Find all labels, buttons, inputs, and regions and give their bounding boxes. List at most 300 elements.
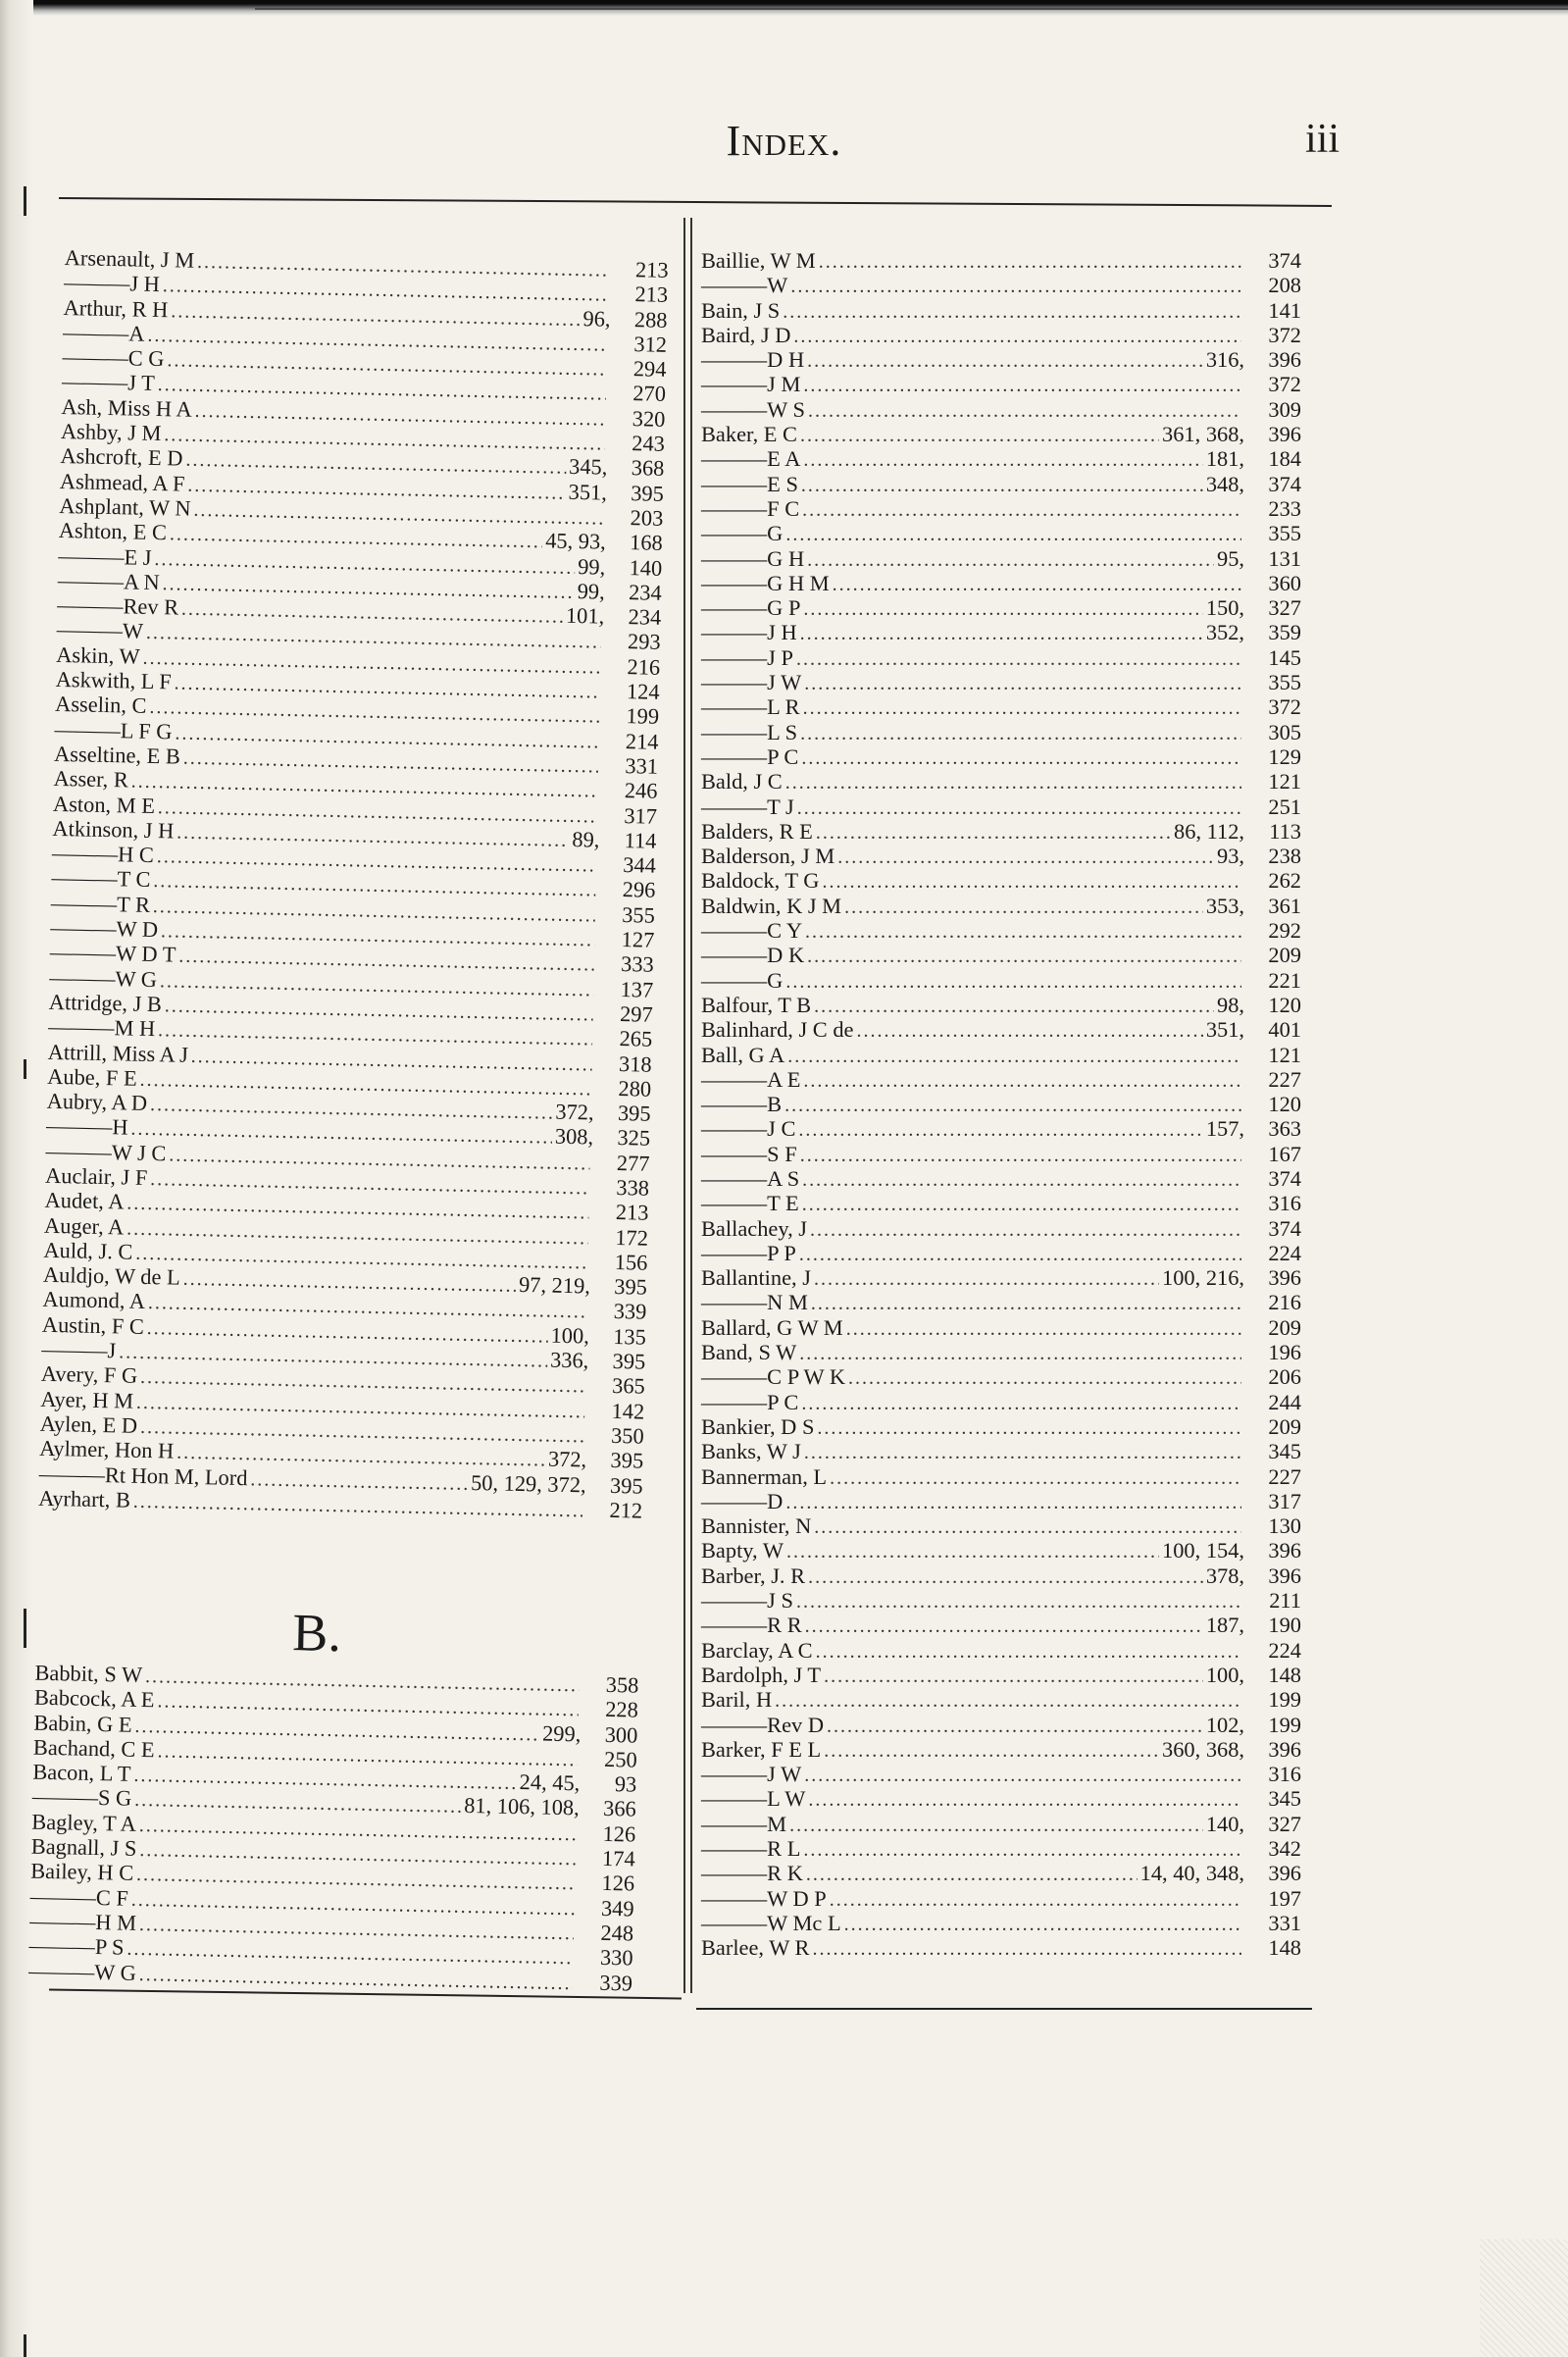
entry-page: 212 bbox=[609, 1497, 643, 1523]
entry-refs: 361, 368, bbox=[1162, 422, 1244, 447]
left-column bbox=[27, 245, 669, 1996]
dot-leader bbox=[803, 597, 1202, 622]
index-entry bbox=[701, 273, 1301, 297]
index-entry bbox=[701, 1414, 1301, 1439]
index-entry bbox=[701, 1713, 1301, 1737]
entry-name: ———R L bbox=[701, 1836, 801, 1861]
entry-name: Aylmer, Hon H bbox=[39, 1435, 175, 1463]
entry-page: 140 bbox=[629, 554, 663, 581]
entry-name: Aylen, E D bbox=[39, 1410, 138, 1438]
entry-page: 309 bbox=[1268, 396, 1301, 422]
entry-page: 148 bbox=[1268, 1662, 1301, 1687]
entry-refs: 351, bbox=[1205, 1017, 1244, 1043]
dot-leader bbox=[808, 1788, 1241, 1813]
entry-name: ———L R bbox=[701, 694, 800, 720]
entry-name: ———B bbox=[701, 1092, 783, 1117]
dot-leader bbox=[807, 349, 1203, 374]
dot-leader bbox=[837, 845, 1214, 870]
entry-page: 292 bbox=[1268, 918, 1301, 944]
entry-name: ———J bbox=[41, 1336, 117, 1363]
index-entry bbox=[701, 844, 1301, 868]
dot-leader bbox=[806, 1863, 1138, 1887]
entry-page: 206 bbox=[1268, 1364, 1301, 1390]
entry-page: 288 bbox=[633, 306, 668, 333]
entry-name: ———M bbox=[701, 1811, 787, 1836]
entry-page: 127 bbox=[621, 927, 655, 952]
page-top-rule bbox=[255, 8, 1568, 10]
entry-page: 172 bbox=[615, 1224, 649, 1251]
entry-refs: 378, bbox=[1205, 1563, 1244, 1588]
index-entry bbox=[701, 620, 1301, 644]
entry-refs: 100, 216, bbox=[1162, 1265, 1244, 1291]
entry-name: Ayer, H M bbox=[40, 1386, 134, 1413]
entry-page: 113 bbox=[1269, 818, 1301, 844]
entry-name: Bagnall, J S bbox=[30, 1833, 137, 1861]
entry-name: Babcock, A E bbox=[33, 1684, 155, 1713]
entry-page: 234 bbox=[628, 604, 662, 630]
entry-page: 355 bbox=[1268, 521, 1301, 546]
entry-name: ———W D bbox=[50, 914, 159, 943]
entry-page: 395 bbox=[609, 1472, 643, 1499]
dot-leader bbox=[786, 1540, 1159, 1564]
dot-leader bbox=[807, 548, 1214, 573]
dot-leader bbox=[796, 647, 1241, 672]
entry-page: 214 bbox=[625, 728, 659, 754]
entry-name: ———R K bbox=[701, 1861, 803, 1886]
entry-refs: 45, 93, bbox=[544, 528, 607, 554]
index-entry bbox=[701, 323, 1301, 347]
dot-leader bbox=[844, 1913, 1241, 1937]
entry-page: 248 bbox=[600, 1920, 634, 1946]
index-entry bbox=[701, 1116, 1301, 1141]
dot-leader bbox=[796, 1590, 1241, 1614]
index-entry bbox=[701, 1786, 1301, 1811]
entry-page: 250 bbox=[603, 1746, 638, 1772]
entry-refs: 336, bbox=[549, 1347, 589, 1373]
entry-name: ———H M bbox=[28, 1908, 137, 1935]
entry-name: Arthur, R H bbox=[63, 294, 169, 322]
dot-leader bbox=[807, 945, 1241, 969]
dot-leader bbox=[802, 1168, 1241, 1193]
index-entry bbox=[701, 1563, 1301, 1588]
entry-page: 355 bbox=[1268, 670, 1301, 695]
entry-page: 395 bbox=[630, 480, 665, 506]
dot-leader bbox=[827, 1715, 1203, 1739]
entry-name: Bannerman, L bbox=[701, 1463, 828, 1489]
dot-leader bbox=[805, 920, 1241, 945]
entry-refs: 24, 45, bbox=[519, 1769, 581, 1796]
index-list-right bbox=[701, 248, 1301, 1960]
entry-name: Austin, F C bbox=[41, 1311, 145, 1339]
entry-name: ———F C bbox=[701, 495, 800, 521]
entry-name: Baird, J D bbox=[701, 322, 791, 347]
entry-name: ———G bbox=[701, 521, 784, 546]
entry-name: ———H bbox=[45, 1113, 128, 1140]
entry-refs: 187, bbox=[1205, 1613, 1244, 1638]
entry-name: Aubry, A D bbox=[46, 1088, 148, 1116]
section-letter: B. bbox=[291, 1603, 342, 1664]
index-entry bbox=[701, 397, 1301, 422]
entry-name: Auld, J. C bbox=[43, 1237, 133, 1264]
entry-page: 396 bbox=[1268, 1861, 1301, 1886]
entry-name: Bald, J C bbox=[701, 769, 783, 794]
index-entry bbox=[701, 1613, 1301, 1637]
entry-name: Auger, A bbox=[43, 1212, 125, 1240]
entry-page: 330 bbox=[599, 1945, 633, 1971]
dot-leader bbox=[805, 1614, 1203, 1639]
entry-name: ———J H bbox=[701, 620, 797, 645]
entry-name: ———E S bbox=[701, 471, 798, 496]
entry-page: 396 bbox=[1268, 347, 1301, 373]
entry-refs: 99, bbox=[578, 553, 606, 580]
entry-name: Ashby, J M bbox=[60, 419, 162, 446]
dot-leader bbox=[797, 796, 1241, 821]
entry-name: ———W J C bbox=[45, 1138, 167, 1166]
index-entry bbox=[701, 1017, 1301, 1042]
entry-page: 280 bbox=[618, 1075, 652, 1102]
entry-refs: 351, bbox=[568, 479, 608, 505]
entry-page: 262 bbox=[1268, 868, 1301, 894]
index-entry bbox=[701, 968, 1301, 993]
entry-page: 312 bbox=[633, 332, 668, 357]
entry-page: 396 bbox=[1268, 1563, 1301, 1588]
entry-refs: 98, bbox=[1217, 992, 1244, 1017]
entry-refs: 352, bbox=[1205, 620, 1244, 645]
entry-name: Balders, R E bbox=[701, 818, 813, 844]
entry-page: 360 bbox=[1268, 570, 1301, 595]
entry-refs: 93, bbox=[1217, 844, 1244, 869]
dot-leader bbox=[814, 995, 1214, 1019]
entry-refs: 150, bbox=[1205, 595, 1244, 621]
entry-page: 344 bbox=[623, 852, 657, 878]
entry-refs: 96, bbox=[582, 305, 611, 332]
index-entry bbox=[701, 1464, 1301, 1489]
index-entry bbox=[701, 595, 1301, 620]
entry-page: 238 bbox=[1268, 844, 1301, 869]
entry-page: 121 bbox=[1268, 1042, 1301, 1067]
entry-page: 114 bbox=[624, 827, 657, 853]
entry-page: 305 bbox=[1268, 719, 1301, 744]
dot-leader bbox=[803, 1838, 1241, 1863]
entry-page: 333 bbox=[620, 951, 655, 978]
dot-leader bbox=[817, 1416, 1241, 1441]
dot-leader bbox=[802, 498, 1241, 523]
entry-page: 203 bbox=[630, 505, 664, 531]
entry-page: 294 bbox=[632, 356, 667, 383]
entry-refs: 348, bbox=[1205, 471, 1244, 496]
entry-refs: 97, 219, bbox=[518, 1272, 591, 1299]
index-entry bbox=[701, 744, 1301, 769]
entry-page: 208 bbox=[1268, 273, 1301, 298]
entry-name: Bankier, D S bbox=[701, 1413, 815, 1439]
dot-leader bbox=[848, 1366, 1241, 1391]
index-entry bbox=[701, 694, 1301, 719]
entry-name: ———T R bbox=[50, 890, 151, 917]
entry-name: ———L F G bbox=[54, 716, 173, 744]
entry-page: 211 bbox=[1269, 1588, 1301, 1614]
entry-page: 395 bbox=[610, 1448, 644, 1473]
entry-page: 199 bbox=[1268, 1712, 1301, 1737]
entry-name: ———L S bbox=[701, 719, 798, 744]
entry-name: Asser, R bbox=[53, 766, 129, 793]
entry-page: 120 bbox=[1268, 1092, 1301, 1117]
dot-leader bbox=[830, 1888, 1241, 1913]
entry-name: Bain, J S bbox=[701, 297, 781, 323]
entry-page: 156 bbox=[614, 1249, 648, 1275]
entry-page: 355 bbox=[621, 901, 656, 928]
entry-page: 243 bbox=[632, 431, 666, 456]
dot-leader bbox=[801, 474, 1203, 498]
binding-mark bbox=[24, 186, 26, 216]
index-entry bbox=[701, 1364, 1301, 1389]
entry-page: 317 bbox=[1268, 1488, 1301, 1513]
entry-page: 345 bbox=[1268, 1786, 1301, 1812]
entry-page: 246 bbox=[624, 778, 658, 804]
entry-page: 221 bbox=[1268, 967, 1301, 993]
index-entry bbox=[701, 1638, 1301, 1663]
index-entry bbox=[701, 1067, 1301, 1092]
entry-name: ———C F bbox=[29, 1883, 129, 1911]
entry-name: Ashplant, W N bbox=[59, 492, 191, 521]
index-entry bbox=[701, 1935, 1301, 1960]
entry-name: ———C Y bbox=[701, 918, 803, 944]
dot-leader bbox=[784, 1094, 1241, 1118]
entry-name: Balderson, J M bbox=[701, 844, 835, 869]
entry-page: 372 bbox=[1268, 694, 1301, 720]
entry-refs: 181, bbox=[1205, 446, 1244, 472]
entry-refs: 95, bbox=[1217, 545, 1244, 571]
dot-leader bbox=[824, 1665, 1203, 1689]
entry-page: 325 bbox=[617, 1125, 651, 1152]
dot-leader bbox=[814, 1267, 1159, 1292]
index-entry bbox=[701, 496, 1301, 521]
index-entry bbox=[701, 1836, 1301, 1861]
entry-name: ———W S bbox=[701, 396, 805, 422]
entry-page: 345 bbox=[1268, 1439, 1301, 1464]
entry-name: Ballard, G W M bbox=[701, 1314, 843, 1340]
entry-page: 361 bbox=[1268, 893, 1301, 918]
entry-name: Aube, F E bbox=[46, 1063, 137, 1091]
entry-refs: 316, bbox=[1205, 347, 1244, 373]
entry-name: ———C P W K bbox=[701, 1364, 846, 1390]
dot-leader bbox=[800, 622, 1203, 646]
dot-leader bbox=[789, 1814, 1203, 1838]
entry-name: ———J P bbox=[701, 644, 793, 670]
entry-page: 227 bbox=[1268, 1066, 1301, 1092]
entry-name: ———A bbox=[62, 319, 145, 346]
entry-refs: 100, bbox=[1205, 1662, 1244, 1687]
binding-mark bbox=[24, 1609, 26, 1648]
entry-page: 396 bbox=[1268, 1265, 1301, 1291]
entry-refs: 100, bbox=[550, 1322, 590, 1349]
entry-name: Aston, M E bbox=[52, 791, 156, 818]
entry-name: ———T C bbox=[51, 865, 151, 893]
dot-leader bbox=[133, 1490, 583, 1524]
entry-page: 167 bbox=[1268, 1141, 1301, 1166]
entry-name: Ballantine, J bbox=[701, 1265, 811, 1291]
entry-name: Band, S W bbox=[701, 1340, 797, 1365]
entry-name: Bailey, H C bbox=[30, 1859, 134, 1886]
entry-name: ———P C bbox=[701, 743, 799, 769]
index-entry bbox=[701, 1439, 1301, 1463]
entry-page: 224 bbox=[1268, 1240, 1301, 1265]
entry-page: 120 bbox=[1268, 992, 1301, 1017]
index-entry bbox=[701, 1513, 1301, 1538]
entry-page: 374 bbox=[1268, 248, 1301, 273]
index-entry bbox=[701, 1886, 1301, 1911]
column-divider bbox=[683, 218, 685, 1993]
entry-name: ———H C bbox=[51, 840, 155, 868]
entry-name: ———J M bbox=[701, 372, 801, 397]
entry-name: ———G bbox=[701, 967, 784, 993]
entry-name: ———J W bbox=[701, 670, 802, 695]
entry-name: Barlee, W R bbox=[701, 1935, 810, 1961]
entry-name: Arsenault, J M bbox=[64, 245, 195, 273]
entry-refs: 99, bbox=[577, 578, 605, 604]
index-entry bbox=[701, 248, 1301, 273]
entry-name: ———W D P bbox=[701, 1885, 827, 1911]
entry-page: 131 bbox=[1268, 545, 1301, 571]
index-entry bbox=[701, 521, 1301, 545]
entry-name: Baldock, T G bbox=[701, 868, 820, 894]
entry-page: 395 bbox=[617, 1101, 651, 1126]
entry-page: 359 bbox=[1268, 620, 1301, 645]
entry-name: Asseltine, E B bbox=[53, 741, 181, 769]
index-entry bbox=[701, 918, 1301, 943]
index-entry bbox=[701, 1191, 1301, 1215]
dot-leader bbox=[785, 970, 1241, 995]
entry-name: ———W Mc L bbox=[701, 1910, 841, 1935]
entry-page: 372 bbox=[1268, 372, 1301, 397]
entry-page: 234 bbox=[628, 579, 662, 605]
dot-leader bbox=[819, 250, 1241, 275]
index-entry bbox=[701, 1142, 1301, 1166]
index-entry bbox=[701, 422, 1301, 446]
entry-page: 233 bbox=[1268, 495, 1301, 521]
entry-page: 121 bbox=[1268, 769, 1301, 794]
entry-page: 213 bbox=[615, 1200, 649, 1225]
index-entry bbox=[701, 571, 1301, 595]
entry-page: 297 bbox=[619, 1000, 653, 1027]
dot-leader bbox=[802, 1193, 1241, 1217]
entry-page: 339 bbox=[599, 1970, 633, 1996]
dot-leader bbox=[804, 1764, 1241, 1788]
entry-page: 277 bbox=[616, 1150, 650, 1176]
entry-refs: 50, 129, 372, bbox=[470, 1469, 586, 1497]
entry-name: ———M H bbox=[48, 1014, 156, 1042]
entry-page: 396 bbox=[1268, 1736, 1301, 1762]
dot-leader bbox=[844, 896, 1203, 920]
entry-name: Ash, Miss H A bbox=[61, 393, 192, 422]
index-entry bbox=[701, 769, 1301, 794]
entry-page: 374 bbox=[1268, 1165, 1301, 1191]
index-entry bbox=[701, 670, 1301, 694]
dot-leader bbox=[793, 325, 1241, 349]
entry-page: 168 bbox=[629, 530, 664, 556]
index-entry bbox=[701, 347, 1301, 372]
entry-page: 199 bbox=[626, 703, 660, 730]
entry-name: ———W G bbox=[27, 1958, 137, 1985]
entry-refs: 101, bbox=[565, 602, 605, 629]
index-entry bbox=[701, 372, 1301, 396]
entry-page: 126 bbox=[602, 1820, 636, 1847]
dot-leader bbox=[775, 1689, 1241, 1714]
entry-page: 331 bbox=[625, 753, 659, 779]
dot-leader bbox=[810, 1218, 1241, 1243]
entry-name: ———N M bbox=[701, 1290, 808, 1315]
entry-page: 135 bbox=[612, 1323, 647, 1350]
entry-name: Askwith, L F bbox=[55, 666, 172, 694]
entry-name: Bapty, W bbox=[701, 1538, 784, 1563]
entry-name: Barber, J. R bbox=[701, 1563, 806, 1588]
entry-refs: 353, bbox=[1205, 893, 1244, 918]
entry-page: 209 bbox=[1268, 943, 1301, 968]
entry-name: Ashton, E C bbox=[58, 518, 168, 545]
entry-name: ———W bbox=[701, 273, 788, 298]
entry-page: 349 bbox=[600, 1895, 634, 1921]
entry-name: ———P S bbox=[28, 1932, 125, 1960]
index-entry bbox=[701, 794, 1301, 819]
index-entry bbox=[701, 546, 1301, 571]
dot-leader bbox=[787, 1045, 1241, 1069]
scan-noise bbox=[1480, 2239, 1568, 2357]
entry-page: 145 bbox=[1268, 644, 1301, 670]
entry-name: Atkinson, J H bbox=[52, 815, 175, 844]
entry-page: 141 bbox=[1268, 297, 1301, 323]
index-entry bbox=[701, 1538, 1301, 1563]
entry-page: 363 bbox=[1268, 1116, 1301, 1142]
entry-name: ———S G bbox=[31, 1784, 132, 1812]
entry-page: 209 bbox=[1268, 1314, 1301, 1340]
entry-page: 196 bbox=[1268, 1340, 1301, 1365]
entry-page: 148 bbox=[1268, 1935, 1301, 1961]
page-title: Index. bbox=[726, 117, 842, 165]
dot-leader bbox=[785, 1491, 1241, 1515]
dot-leader bbox=[785, 523, 1241, 547]
index-entry bbox=[701, 446, 1301, 471]
entry-refs: 81, 106, 108, bbox=[463, 1793, 581, 1820]
entry-page: 339 bbox=[613, 1299, 647, 1325]
entry-page: 350 bbox=[610, 1422, 644, 1449]
entry-page: 224 bbox=[1268, 1637, 1301, 1663]
entry-refs: 157, bbox=[1205, 1116, 1244, 1142]
entry-name: ———J W bbox=[701, 1762, 802, 1787]
index-entry bbox=[701, 1315, 1301, 1340]
entry-name: ———W bbox=[56, 617, 144, 644]
entry-name: ———G H bbox=[701, 545, 805, 571]
entry-page: 331 bbox=[1268, 1910, 1301, 1935]
dot-leader bbox=[812, 1937, 1241, 1962]
index-entry bbox=[701, 1687, 1301, 1712]
entry-page: 190 bbox=[1268, 1613, 1301, 1638]
entry-page: 320 bbox=[632, 405, 666, 432]
entry-page: 209 bbox=[1268, 1413, 1301, 1439]
entry-page: 395 bbox=[612, 1349, 646, 1374]
entry-name: ———D K bbox=[701, 943, 805, 968]
dot-leader bbox=[804, 1441, 1241, 1465]
dot-leader bbox=[803, 374, 1241, 398]
index-list-b bbox=[28, 1661, 639, 1996]
entry-name: ———W G bbox=[49, 964, 158, 992]
index-entry bbox=[701, 472, 1301, 496]
entry-name: Ashmead, A F bbox=[59, 468, 185, 496]
entry-name: ———A N bbox=[57, 567, 160, 594]
entry-name: ———A S bbox=[701, 1165, 800, 1191]
entry-refs: 140, bbox=[1205, 1811, 1244, 1836]
entry-name: ———R R bbox=[701, 1613, 802, 1638]
entry-name: ———W D T bbox=[49, 940, 177, 967]
entry-name: Attridge, J B bbox=[48, 989, 163, 1017]
